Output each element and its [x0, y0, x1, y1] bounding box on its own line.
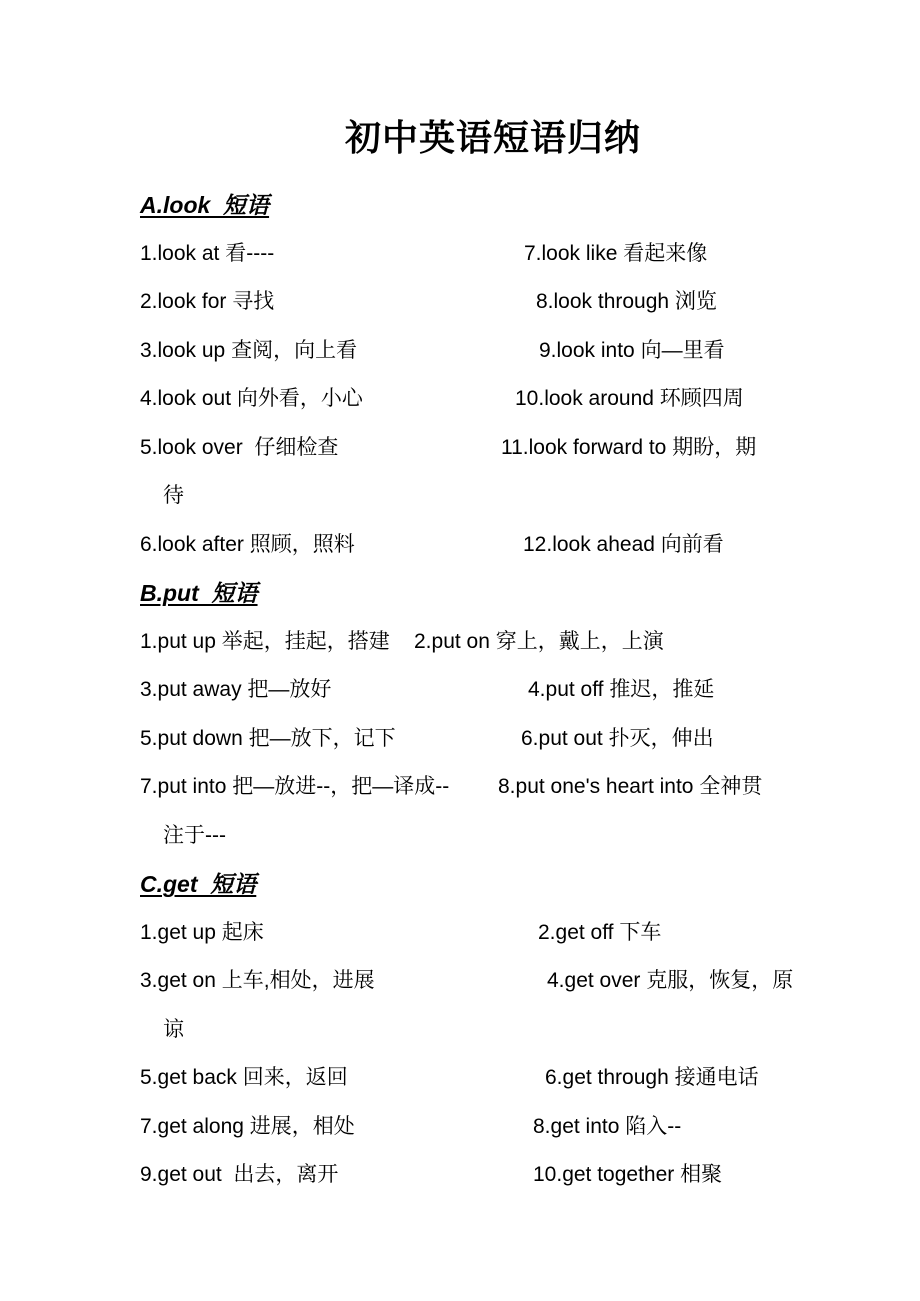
- phrase-right: 4.put off 推迟，推延: [528, 678, 715, 701]
- phrase-right: 2.put on 穿上，戴上，上演: [414, 629, 664, 653]
- phrase-right: 10.look around 环顾四周: [515, 387, 744, 410]
- phrase-row: [140, 1160, 790, 1190]
- phrase-left: 谅: [163, 1017, 184, 1041]
- phrase-continuation-row: [140, 481, 790, 511]
- phrase-left: 5.put down 把—放下，记下: [140, 726, 396, 750]
- phrase-right: 4.get over 克服，恢复，原: [547, 969, 794, 992]
- phrase-left: 9.get out 出去，离开: [140, 1163, 339, 1186]
- phrase-right: 6.get through 接通电话: [545, 1066, 759, 1089]
- phrase-left: 注于---: [163, 823, 226, 847]
- phrase-left: 3.put away 把—放好: [140, 678, 332, 701]
- phrase-row: [140, 239, 790, 269]
- phrase-row: [140, 530, 790, 560]
- phrase-left: 3.get on 上车,相处，进展: [140, 969, 375, 992]
- phrase-row: [140, 918, 790, 948]
- phrase-row: [140, 384, 790, 414]
- phrase-right: 9.look into 向—里看: [539, 338, 725, 362]
- phrase-row: [140, 433, 790, 463]
- phrase-left: 5.get back 回来，返回: [140, 1066, 348, 1089]
- phrase-left: 2.look for 寻找: [140, 290, 275, 313]
- phrase-right: 6.put out 扑灭，伸出: [521, 726, 714, 750]
- phrase-left: 6.look after 照顾，照料: [140, 532, 355, 556]
- phrase-row: [140, 287, 790, 317]
- phrase-left: 1.look at 看----: [140, 241, 275, 265]
- phrase-right: 8.put one's heart into 全神贯: [498, 775, 763, 798]
- phrase-left: 3.look up 查阅，向上看: [140, 338, 358, 362]
- phrase-right: 7.look like 看起来像: [524, 241, 708, 265]
- phrase-right: 12.look ahead 向前看: [523, 532, 724, 556]
- section-heading: A.look 短语: [140, 192, 270, 218]
- phrase-row: [140, 772, 790, 802]
- phrase-left: 7.put into 把—放进--，把—译成--: [140, 775, 450, 798]
- phrase-right: 10.get together 相聚: [533, 1163, 723, 1186]
- phrase-left: 7.get along 进展，相处: [140, 1114, 355, 1138]
- phrase-right: 8.get into 陷入--: [533, 1114, 682, 1138]
- phrase-row: [140, 966, 794, 996]
- phrase-row: [140, 675, 790, 705]
- phrase-row: [140, 724, 790, 754]
- document-body: [140, 190, 794, 1190]
- phrase-left: 1.get up 起床: [140, 920, 264, 944]
- phrase-row: [140, 1112, 790, 1142]
- phrase-row: [140, 336, 790, 366]
- phrase-row: [140, 1063, 790, 1093]
- document-title: 初中英语短语归纳: [344, 117, 641, 158]
- phrase-right: 8.look through 浏览: [536, 290, 717, 313]
- phrase-left: 4.look out 向外看，小心: [140, 387, 363, 410]
- phrase-continuation-row: [140, 1015, 790, 1045]
- phrase-left: 5.look over 仔细检查: [140, 435, 339, 459]
- section-heading: B.put 短语: [140, 580, 258, 606]
- phrase-right: 11.look forward to 期盼，期: [501, 435, 757, 459]
- section-heading: C.get 短语: [140, 871, 257, 897]
- phrase-right: 2.get off 下车: [538, 920, 662, 944]
- phrase-left: 待: [163, 484, 184, 507]
- phrase-left: 1.put up 举起，挂起，搭建: [140, 629, 390, 653]
- phrase-row: [140, 627, 790, 657]
- phrase-continuation-row: [140, 821, 790, 851]
